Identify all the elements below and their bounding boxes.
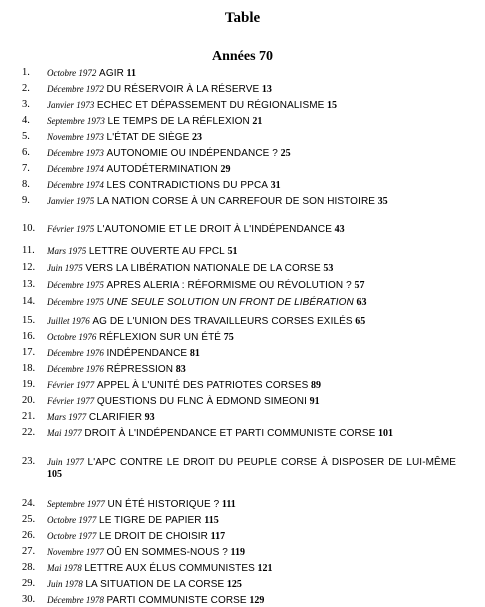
entry-body [47, 99, 456, 112]
entry-body [47, 279, 456, 292]
entry-title: PARTI COMMUNISTE CORSE [106, 595, 247, 606]
entry-body [47, 427, 456, 440]
entry-body [47, 147, 456, 160]
entry-page-number: 89 [311, 380, 321, 391]
entry-title: AUTODÉTERMINATION [106, 164, 218, 175]
entry-title: APRES ALERIA : RÉFORMISME OU RÉVOLUTION ? [106, 280, 352, 291]
entry-page-number: 15 [327, 100, 338, 111]
entry-page-number: 111 [221, 499, 236, 510]
entry-date: Février 1977 [47, 396, 95, 406]
entry-page-number: 93 [144, 412, 155, 423]
entry-date: Juin 1975 [47, 263, 83, 273]
toc-entry [22, 296, 456, 309]
entry-title: LES CONTRADICTIONS DU PPCA [106, 180, 269, 191]
toc-entry [22, 223, 456, 236]
toc-entry [22, 67, 456, 80]
entry-date: Juin 1978 [47, 579, 83, 589]
toc-entry [22, 245, 456, 258]
entry-title: VERS LA LIBÉRATION NATIONALE DE LA CORSE [85, 263, 321, 274]
entry-number: 23. [22, 456, 36, 467]
entry-body [47, 115, 456, 128]
entry-title: ECHEC ET DÉPASSEMENT DU RÉGIONALISME [96, 100, 325, 111]
entry-date: Juillet 1976 [47, 316, 90, 326]
toc-entry [22, 147, 456, 160]
section-heading: Années 70 [211, 49, 274, 64]
entry-number: 18. [22, 363, 36, 374]
entry-number: 9. [22, 195, 30, 206]
entry-page-number: 101 [378, 428, 394, 439]
entry-page-number: 43 [334, 224, 345, 235]
toc-entry [22, 179, 456, 192]
toc-entry [22, 163, 456, 176]
entry-number: 19. [22, 379, 36, 390]
entry-date: Janvier 1975 [47, 196, 95, 206]
entry-body [47, 456, 456, 481]
page-title: Table [224, 10, 261, 26]
entry-number: 28. [22, 562, 36, 573]
entry-number: 30. [22, 594, 36, 605]
entry-number: 17. [22, 347, 36, 358]
toc-entry [22, 395, 456, 408]
entry-date: Décembre 1976 [47, 348, 104, 358]
entry-body [47, 245, 456, 258]
entry-date: Mai 1978 [47, 563, 82, 573]
toc-entry [22, 315, 456, 328]
entry-number: 25. [22, 514, 36, 525]
toc-entry [22, 131, 456, 144]
entry-body [47, 594, 456, 607]
entry-title: APPEL À L'UNITÉ DES PATRIOTES CORSES [96, 380, 309, 391]
entry-number: 3. [22, 99, 30, 110]
entry-body [47, 262, 456, 275]
entry-page-number: 81 [189, 348, 200, 359]
entry-number: 15. [22, 315, 36, 326]
entry-page-number: 121 [257, 563, 273, 574]
entry-title: AUTONOMIE OU INDÉPENDANCE ? [106, 148, 278, 159]
entry-number: 22. [22, 427, 36, 438]
entry-number: 8. [22, 179, 30, 190]
entry-page-number: 21 [252, 116, 263, 127]
entry-title: LE TIGRE DE PAPIER [99, 515, 202, 526]
entry-page-number: 91 [309, 396, 320, 407]
entry-page-number: 83 [175, 364, 186, 375]
toc-entry [22, 456, 456, 481]
entry-page-number: 119 [230, 547, 245, 558]
entry-number: 12. [22, 262, 36, 273]
entry-title: QUESTIONS DU FLNC À EDMOND SIMEONI [96, 396, 307, 407]
entry-body [47, 363, 456, 376]
entry-title: LETTRE OUVERTE AU FPCL [88, 246, 225, 257]
entry-number: 11. [22, 245, 35, 256]
entry-page-number: 105 [47, 469, 62, 480]
entry-body [47, 514, 456, 527]
toc-entry [22, 262, 456, 275]
entry-date: Septembre 1973 [47, 116, 105, 126]
toc-entry [22, 99, 456, 112]
entry-page-number: 65 [355, 316, 366, 327]
toc-entry [22, 562, 456, 575]
entry-title: INDÉPENDANCE [106, 348, 188, 359]
entry-number: 13. [22, 279, 36, 290]
entry-page-number: 11 [126, 68, 136, 79]
entry-body [47, 395, 456, 408]
entry-number: 16. [22, 331, 36, 342]
entry-date: Octobre 1976 [47, 332, 97, 342]
entry-body [47, 131, 456, 144]
entry-body [47, 347, 456, 360]
entry-date: Juin 1977 [47, 457, 84, 467]
entry-body [47, 67, 456, 80]
entry-page-number: 57 [354, 280, 365, 291]
toc-entry [22, 530, 456, 543]
entry-body [47, 83, 456, 96]
entry-date: Février 1975 [47, 224, 95, 234]
toc-entry [22, 411, 456, 424]
entry-body [47, 546, 456, 559]
entry-body [47, 296, 456, 309]
toc-entry [22, 83, 456, 96]
entry-title: LA SITUATION DE LA CORSE [85, 579, 225, 590]
entry-number: 5. [22, 131, 30, 142]
entry-body [47, 379, 456, 392]
entry-body [47, 223, 456, 236]
entry-page-number: 75 [223, 332, 234, 343]
entry-body [47, 315, 456, 328]
toc-entry [22, 578, 456, 591]
entry-date: Mai 1977 [47, 428, 82, 438]
toc-entry [22, 594, 456, 607]
entry-date: Mars 1975 [47, 246, 87, 256]
entry-page-number: 115 [204, 515, 219, 526]
entry-page-number: 63 [356, 297, 367, 308]
entry-date: Octobre 1977 [47, 515, 97, 525]
entry-page-number: 53 [323, 263, 334, 274]
entry-title: LE TEMPS DE LA RÉFLEXION [107, 116, 250, 127]
entry-date: Novembre 1973 [47, 132, 104, 142]
entry-date: Février 1977 [47, 380, 95, 390]
entry-title: RÉPRESSION [106, 364, 174, 375]
entry-date: Décembre 1975 [47, 297, 104, 307]
entry-number: 1. [22, 67, 30, 78]
entry-page-number: 31 [270, 180, 281, 191]
toc-entry [22, 427, 456, 440]
entry-date: Janvier 1973 [47, 100, 95, 110]
toc-entry [22, 347, 456, 360]
toc-entry [22, 331, 456, 344]
entry-number: 29. [22, 578, 36, 589]
entry-title: UNE SEULE SOLUTION UN FRONT DE LIBÉRATION [106, 297, 354, 308]
entry-date: Décembre 1972 [47, 84, 104, 94]
entry-title: DROIT À L'INDÉPENDANCE ET PARTI COMMUNISTE CORSE [84, 428, 376, 439]
entry-date: Septembre 1977 [47, 499, 105, 509]
entry-date: Décembre 1978 [47, 595, 104, 605]
entry-number: 6. [22, 147, 30, 158]
entry-body [47, 411, 456, 424]
toc-entry [22, 195, 456, 208]
toc-entry [22, 546, 456, 559]
toc-entry [22, 514, 456, 527]
entry-date: Octobre 1977 [47, 531, 97, 541]
entry-number: 10. [22, 223, 36, 234]
entry-title: L'APC CONTRE LE DROIT DU PEUPLE CORSE À DISPOSER DE LUI-MÊME [87, 457, 457, 468]
entry-number: 26. [22, 530, 36, 541]
entry-number: 7. [22, 163, 30, 174]
entry-page-number: 129 [249, 595, 265, 606]
entry-title: L'ÉTAT DE SIÈGE [106, 132, 190, 143]
entry-title: AGIR [99, 68, 124, 79]
toc-entry [22, 363, 456, 376]
entry-page-number: 35 [377, 196, 388, 207]
entry-title: LA NATION CORSE À UN CARREFOUR DE SON HISTOIRE [96, 196, 376, 207]
entry-title: UN ÉTÉ HISTORIQUE ? [107, 499, 220, 510]
entry-date: Décembre 1973 [47, 148, 104, 158]
entry-page-number: 125 [226, 579, 242, 590]
entry-number: 4. [22, 115, 30, 126]
entry-title: RÉFLEXION SUR UN ÉTÉ [99, 332, 222, 343]
entry-date: Décembre 1974 [47, 180, 104, 190]
entry-number: 14. [22, 296, 36, 307]
entry-title: LE DROIT DE CHOISIR [99, 531, 209, 542]
entry-page-number: 23 [192, 132, 203, 143]
entry-date: Novembre 1977 [47, 547, 104, 557]
entry-number: 21. [22, 411, 36, 422]
entry-body [47, 578, 456, 591]
entry-body [47, 163, 456, 176]
entry-page-number: 29 [220, 164, 231, 175]
entry-title: DU RÉSERVOIR À LA RÉSERVE [106, 84, 260, 95]
toc-entry [22, 115, 456, 128]
entry-number: 27. [22, 546, 36, 557]
entry-title: OÛ EN SOMMES-NOUS ? [106, 547, 228, 558]
toc-entry [22, 379, 456, 392]
entry-page-number: 51 [227, 246, 238, 257]
entry-date: Octobre 1972 [47, 68, 97, 78]
toc-entry [22, 498, 456, 511]
entry-body [47, 530, 456, 543]
entry-number: 20. [22, 395, 36, 406]
entry-number: 2. [22, 83, 30, 94]
entry-title: CLARIFIER [88, 412, 143, 423]
entry-page-number: 13 [261, 84, 272, 95]
entry-body [47, 562, 456, 575]
entry-title: L'AUTONOMIE ET LE DROIT À L'INDÉPENDANCE [96, 224, 332, 235]
entry-title: LETTRE AUX ÉLUS COMMUNISTES [84, 563, 255, 574]
entry-date: Décembre 1974 [47, 164, 104, 174]
entry-title: AG DE L'UNION DES TRAVAILLEURS CORSES EXILÉS [92, 316, 353, 327]
entry-body [47, 179, 456, 192]
entry-number: 24. [22, 498, 36, 509]
entry-body [47, 195, 456, 208]
entry-page-number: 25 [280, 148, 291, 159]
entry-date: Décembre 1976 [47, 364, 104, 374]
entry-date: Mars 1977 [47, 412, 87, 422]
toc-entry [22, 279, 456, 292]
entry-date: Décembre 1975 [47, 280, 104, 290]
entry-body [47, 498, 456, 511]
entry-body [47, 331, 456, 344]
entry-page-number: 117 [210, 531, 226, 542]
